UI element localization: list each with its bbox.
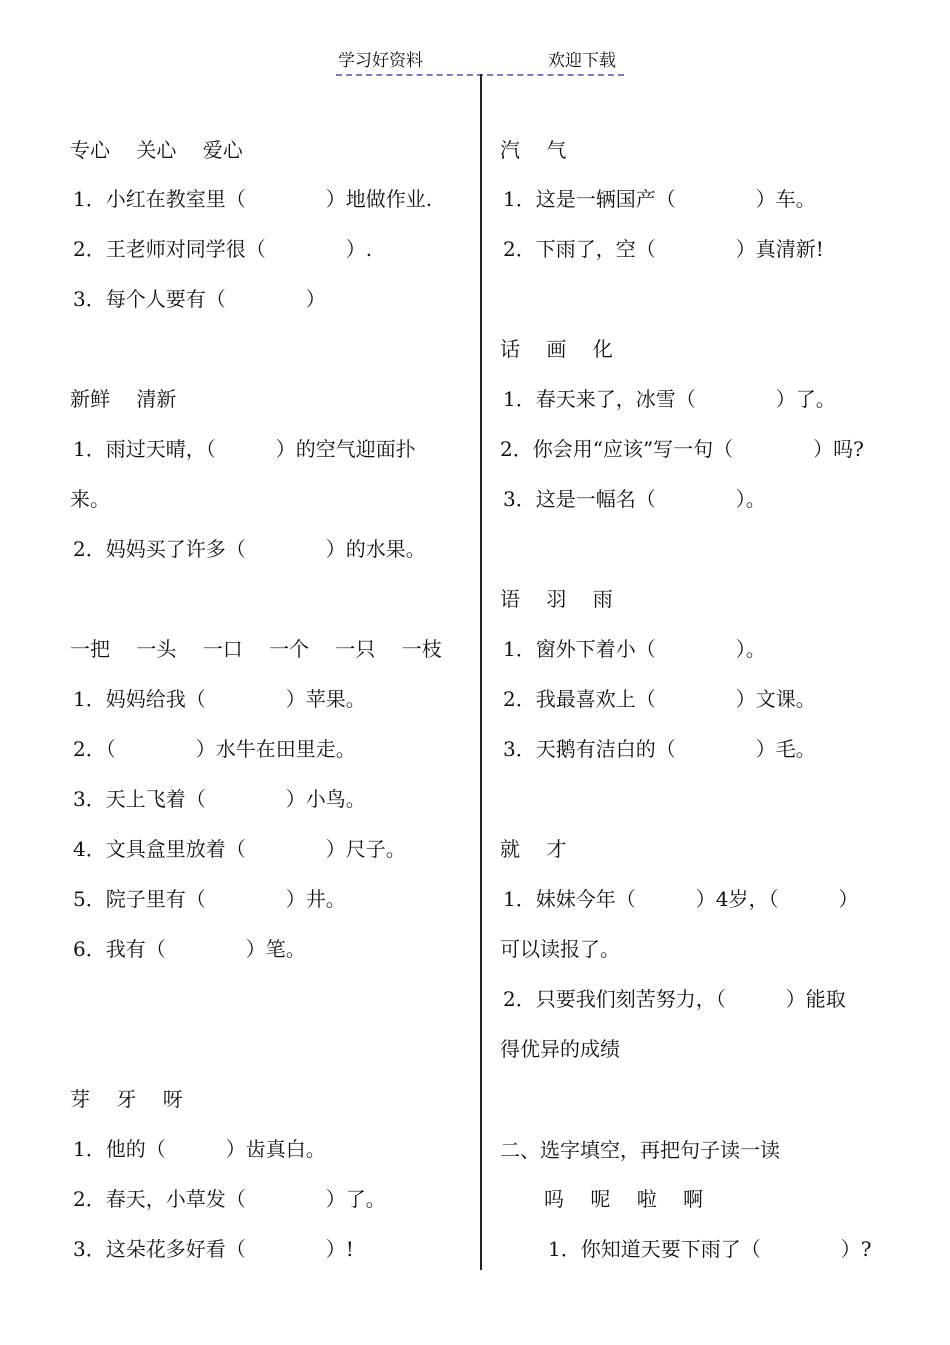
exercise-line: 4．文具盒里放着（ ）尺子。 <box>73 837 406 861</box>
word-group-heading: 新鲜 清新 <box>70 387 177 411</box>
exercise-line: 2．下雨了，空（ ）真清新! <box>503 237 824 261</box>
exercise-line: 1．这是一辆国产（ ）车。 <box>503 187 816 211</box>
exercise-line: 3．这朵花多好看（ ）! <box>73 1237 354 1261</box>
word-group-heading: 话 画 化 <box>500 337 613 361</box>
word-group-heading: 来。 <box>70 487 110 511</box>
exercise-line: 3．每个人要有（ ） <box>73 287 326 311</box>
exercise-line: 2．王老师对同学很（ ）. <box>73 237 373 261</box>
header-right-text: 欢迎下载 <box>548 51 616 71</box>
word-group-heading: 语 羽 雨 <box>500 587 613 611</box>
word-group-heading: 汽 气 <box>500 138 567 162</box>
exercise-line: 2．春天，小草发（ ）了。 <box>73 1187 386 1211</box>
word-group-heading: 就 才 <box>500 837 567 861</box>
word-group-heading: 一把 一头 一口 一个 一只 一枝 <box>70 637 442 661</box>
exercise-line: 5．院子里有（ ）井。 <box>73 887 346 911</box>
exercise-line: 二、选字填空，再把句子读一读 <box>500 1138 780 1162</box>
exercise-line: 2．我最喜欢上（ ）文课。 <box>503 687 816 711</box>
exercise-line: 2．妈妈买了许多（ ）的水果。 <box>73 537 426 561</box>
exercise-line: 1．雨过天晴，（ ）的空气迎面扑 <box>73 437 416 461</box>
exercise-line: 1．妈妈给我（ ）苹果。 <box>73 687 366 711</box>
exercise-line: 2．你会用“应该”写一句（ ）吗? <box>500 437 864 461</box>
word-group-heading: 可以读报了。 <box>500 937 620 961</box>
column-divider <box>480 74 482 1270</box>
exercise-line: 1．小红在教室里（ ）地做作业. <box>73 187 433 211</box>
exercise-line: 6．我有（ ）笔。 <box>73 937 306 961</box>
exercise-line: 1．他的（ ）齿真白。 <box>73 1137 326 1161</box>
exercise-line: 吗 呢 啦 啊 <box>544 1187 704 1211</box>
exercise-line: 3．天鹅有洁白的（ ）毛。 <box>503 737 816 761</box>
exercise-line: 1．春天来了，冰雪（ ）了。 <box>503 387 836 411</box>
word-group-heading: 专心 关心 爱心 <box>70 138 243 162</box>
exercise-line: 1．窗外下着小（ ）。 <box>503 637 766 661</box>
exercise-line: 2．只要我们刻苦努力，（ ）能取 <box>503 987 846 1011</box>
exercise-line: 3．天上飞着（ ）小鸟。 <box>73 787 366 811</box>
header-left-text: 学习好资料 <box>338 51 423 71</box>
exercise-line: 2．（ ）水牛在田里走。 <box>73 737 356 761</box>
exercise-line: 1．你知道天要下雨了（ ）? <box>548 1237 872 1261</box>
page-header <box>336 46 624 76</box>
exercise-line: 1．妹妹今年（ ）4岁，（ ） <box>503 887 859 911</box>
word-group-heading: 得优异的成绩 <box>500 1037 620 1061</box>
exercise-line: 3．这是一幅名（ ）。 <box>503 487 766 511</box>
word-group-heading: 芽 牙 呀 <box>70 1087 183 1111</box>
